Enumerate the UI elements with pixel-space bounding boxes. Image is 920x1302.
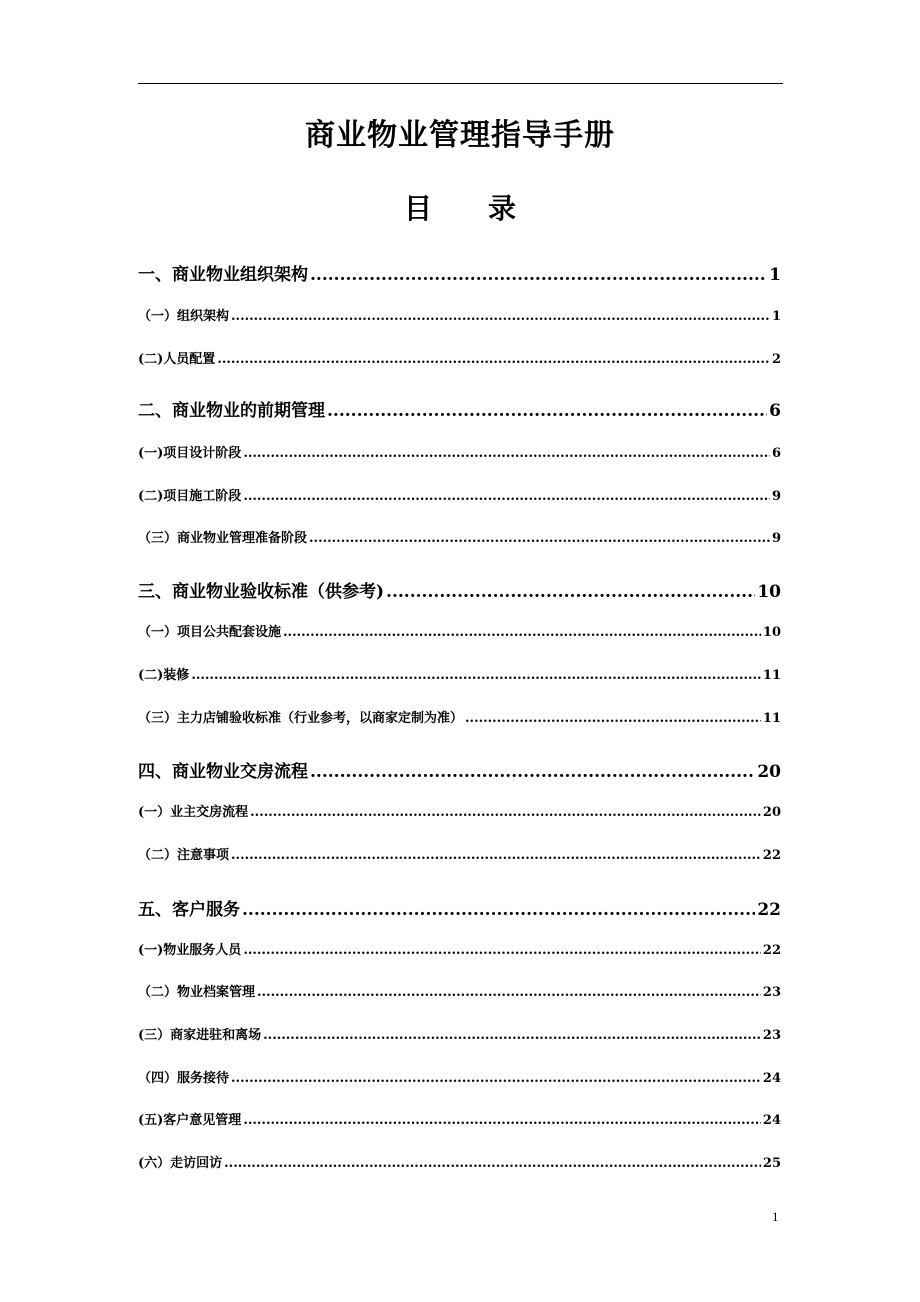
toc-entry-page: 6 [769, 401, 781, 421]
toc-leader-dots [283, 625, 761, 640]
toc-leader-dots [310, 762, 755, 782]
toc-leader-dots [309, 531, 770, 546]
toc-entry-page: 1 [771, 309, 781, 324]
toc-leader-dots [217, 352, 770, 367]
toc-leader-dots [224, 1156, 761, 1171]
toc-entry-label: （二）注意事项 [138, 848, 230, 863]
toc-leader-dots [263, 1028, 761, 1043]
toc-entry-label: 四、商业物业交房流程 [138, 762, 308, 782]
toc-heading-left: 目 [403, 192, 432, 225]
toc-entry-page: 11 [762, 668, 781, 683]
toc-entry-label: 三、商业物业验收标准（供参考) [138, 582, 385, 602]
toc-entry-label: (二)项目施工阶段 [138, 489, 242, 504]
toc-entry-page: 25 [762, 1156, 781, 1171]
toc-entry[interactable] [138, 664, 781, 686]
toc-heading-right: 录 [488, 192, 517, 225]
toc-entry[interactable] [138, 621, 781, 643]
toc-heading [0, 190, 920, 228]
toc-entry-page: 2 [771, 352, 781, 367]
toc-entry-page: 10 [757, 582, 781, 602]
toc-leader-dots [327, 401, 767, 421]
toc-entry-label: (一)项目设计阶段 [138, 446, 242, 461]
toc-leader-dots [231, 848, 761, 863]
toc-entry[interactable] [138, 442, 781, 464]
toc-entry-label: 五、客户服务 [138, 900, 240, 920]
toc-entry-label: （一）项目公共配套设施 [138, 625, 282, 640]
toc-entry[interactable] [138, 895, 781, 921]
toc-entry-label: (三）商家进驻和离场 [138, 1028, 262, 1043]
toc-entry-page: 23 [762, 985, 781, 1000]
toc-entry-page: 23 [762, 1028, 781, 1043]
toc-entry[interactable] [138, 707, 781, 729]
toc-entry[interactable] [138, 801, 781, 823]
toc-entry-page: 9 [771, 531, 781, 546]
toc-entry[interactable] [138, 348, 781, 370]
toc-entry-page: 20 [762, 805, 781, 820]
toc-entry[interactable] [138, 1067, 781, 1089]
toc-entry[interactable] [138, 260, 781, 286]
toc-entry[interactable] [138, 939, 781, 961]
toc-entry-label: （三）商业物业管理准备阶段 [138, 531, 308, 546]
toc-entry-label: 二、商业物业的前期管理 [138, 401, 325, 421]
toc-entry[interactable] [138, 305, 781, 327]
toc-entry-page: 20 [757, 762, 781, 782]
toc-entry[interactable] [138, 844, 781, 866]
toc-entry-page: 24 [762, 1113, 781, 1128]
document-title: 商业物业管理指导手册 [305, 118, 615, 153]
toc-entry-label: （一）组织架构 [138, 309, 230, 324]
toc-entry-page: 22 [757, 900, 781, 920]
toc-leader-dots [243, 446, 770, 461]
toc-entry-page: 6 [771, 446, 781, 461]
toc-entry[interactable] [138, 485, 781, 507]
toc-entry[interactable] [138, 396, 781, 422]
toc-entry-label: (二)装修 [138, 668, 190, 683]
toc-leader-dots [242, 900, 755, 920]
toc-entry-label: （四）服务接待 [138, 1071, 230, 1086]
toc-entry[interactable] [138, 577, 781, 603]
toc-entry-page: 1 [769, 265, 781, 285]
toc-entry-label: (二)人员配置 [138, 352, 216, 367]
toc-entry[interactable] [138, 981, 781, 1003]
toc-leader-dots [250, 805, 761, 820]
toc-entry[interactable] [138, 1152, 781, 1174]
toc-entry[interactable] [138, 757, 781, 783]
toc-entry-page: 22 [762, 943, 781, 958]
toc-entry-label: (一）业主交房流程 [138, 805, 249, 820]
toc-entry-page: 11 [762, 711, 781, 726]
header-rule [138, 83, 783, 84]
toc-entry-page: 22 [762, 848, 781, 863]
toc-entry-label: （三）主力店铺验收标准（行业参考，以商家定制为准） [138, 711, 464, 726]
toc-entry-page: 10 [762, 625, 781, 640]
toc-entry[interactable] [138, 527, 781, 549]
toc-entry-label: (五)客户意见管理 [138, 1113, 242, 1128]
toc-leader-dots [191, 668, 761, 683]
toc-leader-dots [231, 309, 770, 324]
toc-entry-label: (一)物业服务人员 [138, 943, 242, 958]
toc-entry[interactable] [138, 1024, 781, 1046]
toc-leader-dots [257, 985, 761, 1000]
toc-leader-dots [243, 943, 761, 958]
toc-entry-label: 一、商业物业组织架构 [138, 265, 308, 285]
toc-leader-dots [465, 711, 761, 726]
page-number: 1 [772, 1209, 779, 1224]
toc-leader-dots [243, 489, 770, 504]
toc-leader-dots [231, 1071, 761, 1086]
toc-leader-dots [386, 582, 755, 602]
toc-entry-label: (六）走访回访 [138, 1156, 223, 1171]
toc-leader-dots [243, 1113, 761, 1128]
toc-entry-page: 24 [762, 1071, 781, 1086]
toc-entry[interactable] [138, 1109, 781, 1131]
toc-leader-dots [310, 265, 767, 285]
toc-entry-page: 9 [771, 489, 781, 504]
toc-entry-label: （二）物业档案管理 [138, 985, 256, 1000]
